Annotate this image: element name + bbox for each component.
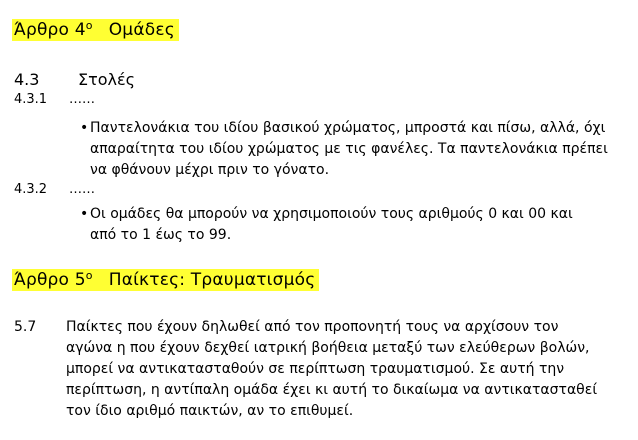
section-4-3-2-ellipsis: …… [69,182,95,197]
section-4-3-2-number: 4.3.2 [14,182,48,197]
section-4-3-2-line-1: Οι ομάδες θα μπορούν να χρησιμοποιούν τους αριθμούς 0 και 00 και [90,206,573,222]
article-4-label: Άρθρο 4 [14,20,86,40]
section-5-7-line-1: Παίκτες που έχουν δηλωθεί από τον προπονητή τους να αρχίσουν τον [66,319,559,335]
section-4-3-number: 4.3 [14,70,40,89]
article-5-label: Άρθρο 5 [14,270,86,290]
section-4-3-1-line-1: Παντελονάκια του ιδίου βασικού χρώματος, μπροστά και πίσω, αλλά, όχι [90,120,606,136]
article-5-title: Παίκτες: Τραυματισμός [108,270,316,290]
article-5-heading [12,269,319,291]
section-4-3-1-number: 4.3.1 [14,92,48,107]
article-4-ordinal: ο [85,19,93,32]
article-4-title: Ομάδες [108,20,175,40]
bullet-4-3-2: • [80,206,89,222]
section-5-7-line-3: μπορεί να αντικατασταθούν σε περίπτωση τραυματισμού. Σε αυτή την [66,361,565,377]
section-4-3-title: Στολές [78,70,136,89]
section-4-3-2-line-2: από το 1 έως το 99. [90,227,232,243]
section-4-3-1-line-3: να φθάνουν μέχρι πριν το γόνατο. [90,162,330,178]
article-4-heading [12,19,179,41]
section-5-7-number: 5.7 [14,319,37,335]
section-4-3-1-line-2: απαραίτητα του ιδίου χρώματος με τις φανέλες. Τα παντελονάκια πρέπει [90,141,608,157]
article-5-ordinal: ο [85,269,93,282]
section-4-3-1-ellipsis: …… [69,92,95,107]
section-5-7-line-2: αγώνα η που έχουν δεχθεί ιατρική βοήθεια μεταξύ των ελεύθερων βολών, [66,340,590,356]
section-5-7-line-5: τον ίδιο αριθμό παικτών, αν το επιθυμεί. [66,403,354,419]
bullet-4-3-1: • [80,120,89,136]
section-5-7-line-4: περίπτωση, η αντίπαλη ομάδα έχει κι αυτή το δικαίωμα να αντικατασταθεί [66,382,598,398]
